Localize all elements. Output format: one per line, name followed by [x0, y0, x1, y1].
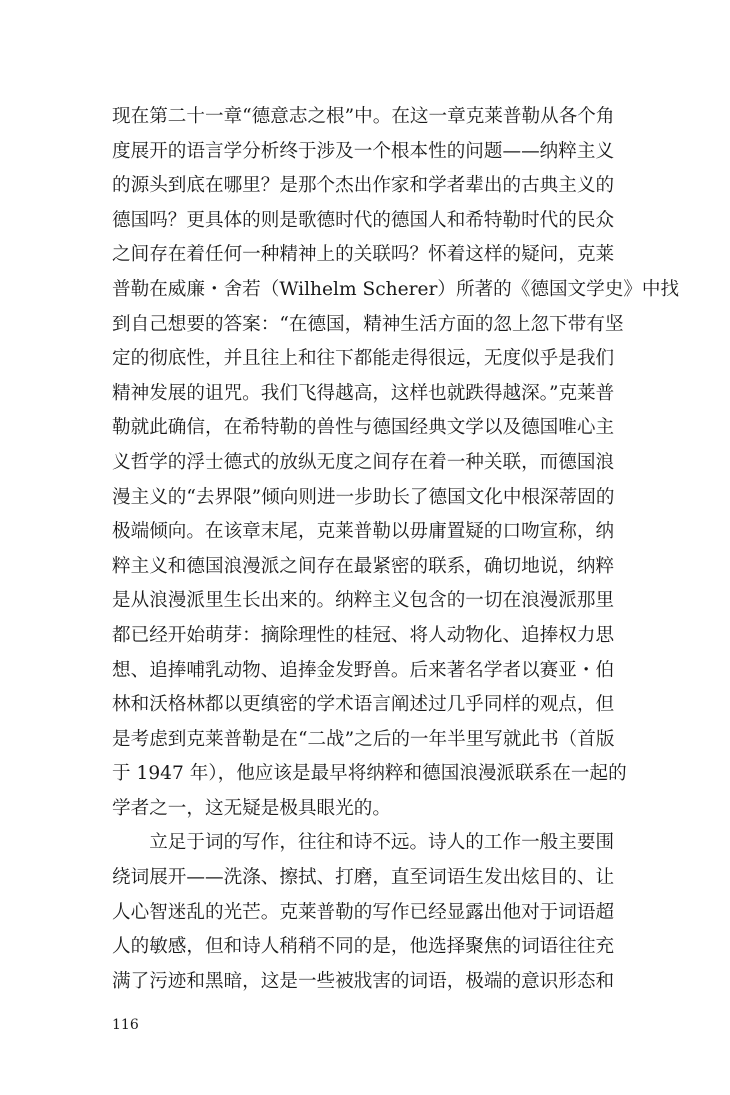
text-line: 绕词展开——洗涤、擦拭、打磨，直至词语生发出炫目的、让	[112, 867, 615, 889]
text-line: 度展开的语言学分析终于涉及一个根本性的问题——纳粹主义	[112, 140, 615, 162]
text-line: 人的敏感，但和诗人稍稍不同的是，他选择聚焦的词语往往充	[112, 936, 615, 958]
text-line: 现在第二十一章“德意志之根”中。在这一章克莱普勒从各个角	[112, 106, 615, 127]
text-line: 是从浪漫派里生长出来的。纳粹主义包含的一切在浪漫派那里	[112, 590, 615, 612]
text-line: 漫主义的“去界限”倾向则进一步助长了德国文化中根深蒂固的	[112, 486, 615, 508]
text-line: 义哲学的浮士德式的放纵无度之间存在着一种关联，而德国浪	[112, 451, 615, 473]
text-line: 于 1947 年），他应该是最早将纳粹和德国浪漫派联系在一起的	[112, 763, 627, 785]
text-line: 人心智迷乱的光芒。克莱普勒的写作已经显露出他对于词语超	[112, 901, 615, 923]
page-number: 116	[112, 1017, 139, 1033]
text-line: 是考虑到克莱普勒是在“二战”之后的一年半里写就此书（首版	[112, 728, 615, 750]
text-line: 粹主义和德国浪漫派之间存在最紧密的联系，确切地说，纳粹	[112, 555, 615, 577]
text-line-paragraph-end: 学者之一，这无疑是极具眼光的。	[112, 797, 391, 819]
text-line: 到自己想要的答案：“在德国，精神生活方面的忽上忽下带有坚	[112, 313, 624, 335]
text-line: 之间存在着任何一种精神上的关联吗？怀着这样的疑问，克莱	[112, 244, 615, 266]
text-line: 精神发展的诅咒。我们飞得越高，这样也就跌得越深。”克莱普	[112, 382, 615, 404]
text-line: 极端倾向。在该章末尾，克莱普勒以毋庸置疑的口吻宣称，纳	[112, 521, 615, 543]
text-line: 的源头到底在哪里？是那个杰出作家和学者辈出的古典主义的	[112, 175, 615, 197]
text-line: 定的彻底性，并且往上和往下都能走得很远，无度似乎是我们	[112, 348, 615, 370]
text-line: 想、追捧哺乳动物、追捧金发野兽。后来著名学者以赛亚・伯	[112, 659, 615, 681]
text-line: 普勒在威廉・舍若（Wilhelm Scherer）所著的《德国文学史》中找	[112, 278, 680, 300]
text-line: 都已经开始萌芽：摘除理性的桂冠、将人动物化、追捧权力思	[112, 624, 615, 646]
body-text	[112, 100, 680, 999]
text-line: 林和沃格林都以更缜密的学术语言阐述过几乎同样的观点，但	[112, 694, 615, 716]
text-line: 德国吗？更具体的则是歌德时代的德国人和希特勒时代的民众	[112, 209, 615, 231]
text-line: 满了污迹和黑暗，这是一些被戕害的词语，极端的意识形态和	[112, 970, 615, 992]
text-line-paragraph-start: 立足于词的写作，往往和诗不远。诗人的工作一般主要围	[112, 832, 615, 854]
text-line: 勒就此确信，在希特勒的兽性与德国经典文学以及德国唯心主	[112, 417, 615, 439]
